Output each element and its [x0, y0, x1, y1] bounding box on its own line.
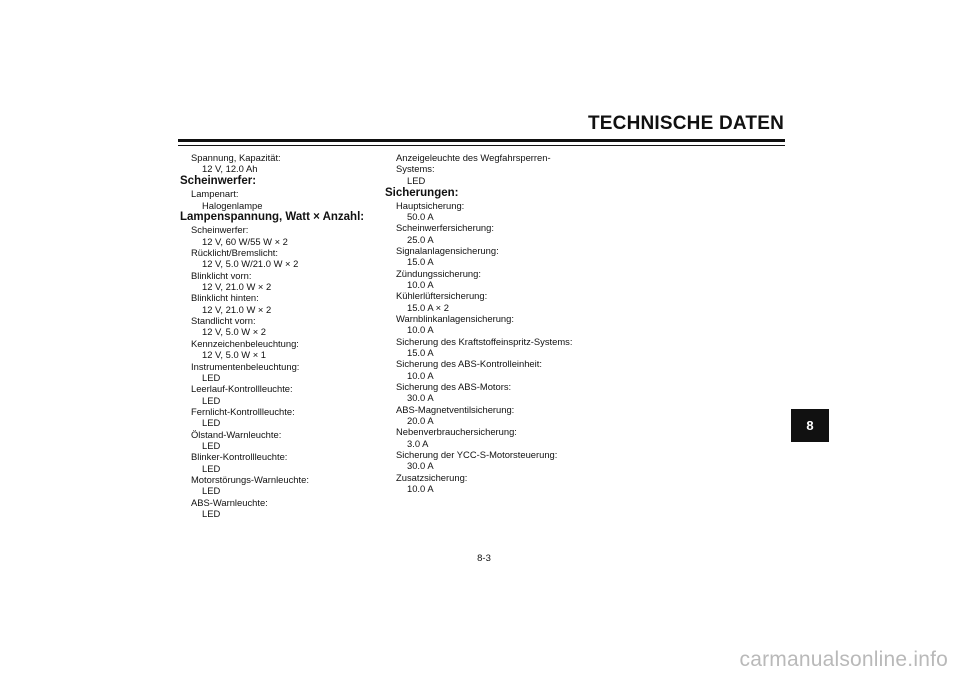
- spec-value: 30.0 A: [407, 460, 434, 472]
- spec-column-left: [180, 152, 380, 519]
- page-title: TECHNISCHE DATEN: [587, 113, 784, 134]
- spec-value: 12 V, 5.0 W × 1: [202, 349, 267, 361]
- spec-value: 15.0 A: [407, 256, 434, 268]
- section-heading: Sicherungen:: [385, 186, 459, 199]
- spec-value: LED: [202, 439, 221, 451]
- spec-value: 15.0 A × 2: [407, 301, 449, 313]
- spec-value: 30.0 A: [407, 392, 434, 404]
- spec-value: LED: [202, 417, 221, 429]
- header-rule-thick: [178, 139, 785, 142]
- spec-value: 12 V, 12.0 Ah: [202, 163, 258, 175]
- spec-label: Warnblinkanlagensicherung:: [396, 312, 514, 324]
- spec-value: LED: [202, 371, 221, 383]
- chapter-tab: 8: [791, 409, 829, 442]
- spec-label: Systems:: [396, 163, 435, 175]
- watermark: carmanualsonline.info: [739, 648, 948, 671]
- spec-label: Standlicht vorn:: [191, 315, 256, 327]
- spec-label: Sicherung des Kraftstoffeinspritz-Systems:: [396, 335, 573, 347]
- spec-label: Anzeigeleuchte des Wegfahrsperren-: [396, 152, 551, 163]
- spec-label: Rücklicht/Bremslicht:: [191, 247, 278, 259]
- spec-label: Instrumentenbeleuchtung:: [191, 360, 300, 372]
- spec-label: Blinker-Kontrollleuchte:: [191, 451, 288, 463]
- spec-value: 12 V, 5.0 W/21.0 W × 2: [202, 258, 299, 270]
- spec-value: 10.0 A: [407, 369, 434, 381]
- spec-label: Scheinwerfersicherung:: [396, 222, 494, 234]
- spec-label: Hauptsicherung:: [396, 199, 465, 211]
- spec-column-right: [385, 152, 605, 494]
- spec-label: Motorstörungs-Warnleuchte:: [191, 473, 309, 485]
- spec-label: Zündungssicherung:: [396, 267, 481, 279]
- spec-label: Sicherung des ABS-Motors:: [396, 381, 512, 393]
- spec-label: Sicherung der YCC-S-Motorsteuerung:: [396, 449, 558, 461]
- spec-value: 12 V, 21.0 W × 2: [202, 281, 272, 293]
- spec-value: Halogenlampe: [202, 199, 263, 211]
- spec-label: Kennzeichenbeleuchtung:: [191, 337, 299, 349]
- spec-label: Scheinwerfer:: [191, 224, 249, 236]
- spec-label: Spannung, Kapazität:: [191, 152, 281, 163]
- spec-value: LED: [202, 485, 221, 497]
- spec-label: ABS-Magnetventilsicherung:: [396, 403, 515, 415]
- spec-label: Leerlauf-Kontrollleuchte:: [191, 383, 293, 395]
- spec-label: Signalanlagensicherung:: [396, 244, 499, 256]
- spec-value: 10.0 A: [407, 324, 434, 336]
- spec-value: 20.0 A: [407, 415, 434, 427]
- spec-value: LED: [202, 394, 221, 406]
- spec-label: Fernlicht-Kontrollleuchte:: [191, 405, 295, 417]
- spec-label: Lampenart:: [191, 188, 239, 200]
- page-number: 8-3: [477, 553, 491, 564]
- spec-value: 12 V, 21.0 W × 2: [202, 303, 272, 315]
- spec-value: LED: [407, 174, 426, 186]
- section-heading: Lampenspannung, Watt × Anzahl:: [180, 211, 365, 224]
- spec-label: Nebenverbrauchersicherung:: [396, 426, 517, 438]
- spec-label: ABS-Warnleuchte:: [191, 496, 268, 508]
- spec-value: 15.0 A: [407, 347, 434, 358]
- spec-label: Blinklicht hinten:: [191, 292, 259, 304]
- spec-label: Sicherung des ABS-Kontrolleinheit:: [396, 358, 542, 370]
- spec-value: 25.0 A: [407, 233, 434, 245]
- spec-value: 10.0 A: [407, 278, 434, 290]
- spec-value: 3.0 A: [407, 437, 429, 449]
- spec-value: LED: [202, 507, 221, 519]
- section-heading: Scheinwerfer:: [180, 175, 257, 188]
- spec-label: Kühlerlüftersicherung:: [396, 290, 488, 302]
- spec-value: 50.0 A: [407, 210, 434, 222]
- spec-label: Blinklicht vorn:: [191, 269, 252, 281]
- header-rule-thin: [178, 145, 785, 146]
- spec-value: LED: [202, 462, 221, 474]
- spec-value: 10.0 A: [407, 483, 434, 495]
- spec-value: 12 V, 5.0 W × 2: [202, 326, 267, 338]
- spec-label: Ölstand-Warnleuchte:: [191, 428, 282, 440]
- spec-label: Zusatzsicherung:: [396, 471, 468, 483]
- spec-value: 12 V, 60 W/55 W × 2: [202, 235, 288, 247]
